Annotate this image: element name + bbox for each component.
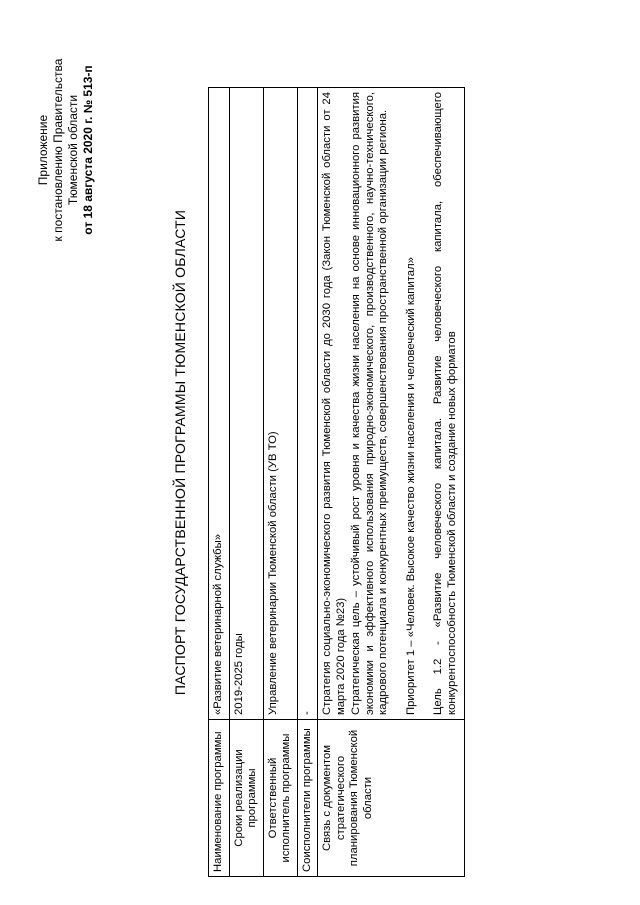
row-label-period: Сроки реализации программы	[229, 720, 263, 877]
table-row	[263, 88, 297, 877]
appendix-line: Приложение	[36, 114, 50, 186]
row-label-executor: Ответственный исполнитель программы	[263, 720, 297, 877]
strategic-goal-paragraph: Стратегическая цель – устойчивый рост уровня и качества жизни населения на основе инновационного развития экономики и эффективного использования природно-экономического, производственного, научно-технического, кадрового потенциала и конкурентных преимуществ, совершенствования пространственной организации региона.	[350, 92, 389, 715]
priority-paragraph: Приоритет 1 – «Человек. Высокое качество жизни населения и человеческий капитал»	[404, 257, 417, 715]
row-label-program-name: Наименование программы	[209, 720, 230, 877]
table-row	[297, 88, 318, 877]
appendix-line: к постановлению Правительства	[51, 58, 65, 242]
table-row	[229, 88, 263, 877]
row-value-executor: Управление ветеринарии Тюменской области (УВ ТО)	[263, 88, 297, 720]
row-value-strategy-link	[318, 88, 465, 720]
row-value-program-name: «Развитие ветеринарной службы»	[209, 88, 230, 720]
row-label-strategy-link: Связь с документом стратегического планирования Тюменской области	[318, 720, 465, 877]
row-label-coexecutors: Соисполнители программы	[297, 720, 318, 877]
table-row	[209, 88, 230, 877]
document-title: ПАСПОРТ ГОСУДАРСТВЕННОЙ ПРОГРАММЫ ТЮМЕНСКОЙ ОБЛАСТИ	[172, 209, 188, 696]
decree-reference: от 18 августа 2020 г. № 513-п	[81, 65, 95, 235]
goal-paragraph: Цель 1.2 - «Развитие человеческого капитала. Развитие человеческого капитала, обеспечивающего конкурентоспособность Тюменской области и создание новых форматов	[432, 92, 458, 715]
strategy-paragraph: Стратегия социально-экономического развития Тюменской области до 2030 года (Закон Тюменской области от 24 марта 2020 года №23)	[321, 92, 347, 715]
passport-table	[208, 87, 465, 877]
row-value-period: 2019-2025 годы	[229, 88, 263, 720]
row-value-coexecutors: -	[297, 88, 318, 720]
appendix-header	[36, 35, 96, 265]
table-row	[318, 88, 465, 877]
appendix-line: Тюменской области	[66, 94, 80, 206]
